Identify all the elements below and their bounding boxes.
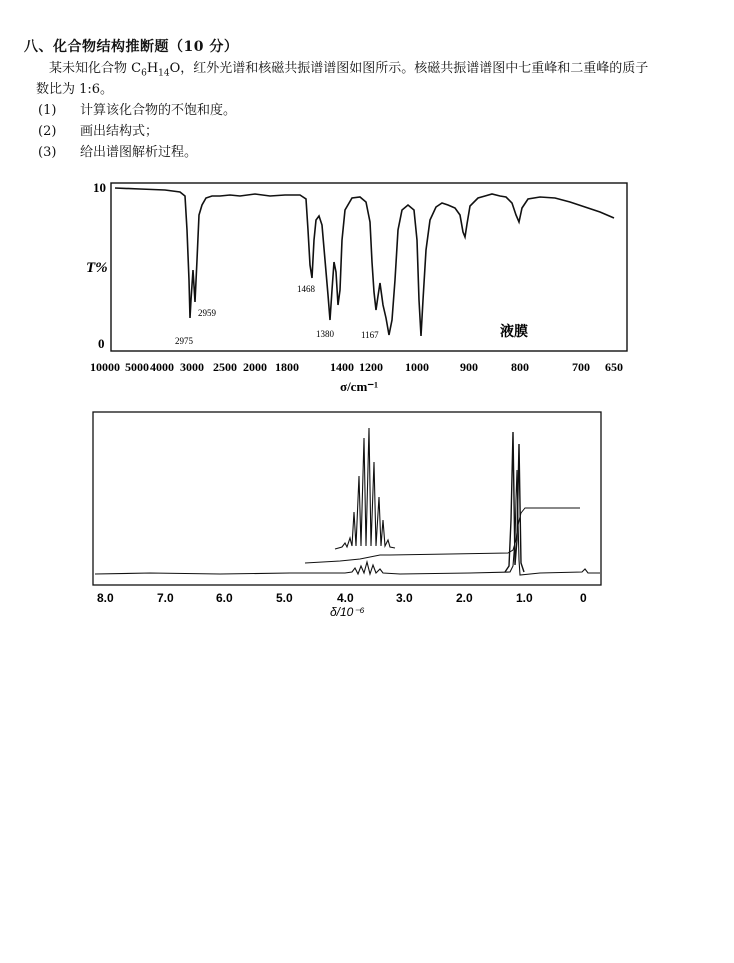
nmr-x-tick: 3.0 [396, 591, 413, 605]
ir-x-tick: 700 [572, 360, 590, 374]
nmr-x-tick: 0 [580, 591, 587, 605]
ir-chart [86, 180, 627, 394]
question-item-1: (1) 计算该化合物的不饱和度。 [38, 103, 237, 118]
ir-x-tick: 1000 [405, 360, 429, 374]
nmr-x-tick: 1.0 [516, 591, 533, 605]
ir-x-tick: 5000 [125, 360, 149, 374]
ir-x-tick: 650 [605, 360, 623, 374]
ir-x-tick: 4000 [150, 360, 174, 374]
ir-x-tick: 3000 [180, 360, 204, 374]
nmr-x-tick: 5.0 [276, 591, 293, 605]
ir-x-tick: 1400 [330, 360, 354, 374]
nmr-x-tick: 7.0 [157, 591, 174, 605]
nmr-plot-frame [93, 412, 601, 585]
question-paragraph: 某未知化合物 $C_6H_{14}O$，红外光谱和核磁共振谱谱图如图所示。核磁共振谱谱图中七重峰和二重峰的质子 [49, 61, 649, 79]
ir-spectrum-line [115, 188, 614, 336]
nmr-baseline [95, 470, 600, 575]
ir-y-tick-0: 0 [98, 336, 105, 351]
ir-x-tick: 900 [460, 360, 478, 374]
ir-peak-label-1167: 1167 [361, 330, 379, 340]
nmr-x-tick: 6.0 [216, 591, 233, 605]
ir-peak-label-2975: 2975 [175, 336, 193, 346]
question-item-3: (3) 给出谱图解析过程。 [38, 145, 198, 160]
ir-peak-label-1380: 1380 [316, 329, 334, 339]
ir-x-label: σ/cm⁻¹ [340, 379, 379, 394]
nmr-x-tick: 2.0 [456, 591, 473, 605]
nmr-integration-curve [305, 508, 580, 563]
ir-y-label: T% [86, 260, 108, 276]
question-heading: 八、化合物结构推断题（10 分） [24, 39, 239, 55]
ir-x-tick: 1800 [275, 360, 299, 374]
nmr-septet-inset [335, 428, 395, 549]
ir-x-tick: 2000 [243, 360, 267, 374]
ir-annotation-liquid-film: 液膜 [500, 324, 528, 340]
nmr-x-tick: 8.0 [97, 591, 114, 605]
ir-peak-label-1468: 1468 [297, 284, 315, 294]
ir-x-tick: 800 [511, 360, 529, 374]
ir-peak-label-2959: 2959 [198, 308, 216, 318]
question-item-2: (2) 画出结构式； [38, 124, 159, 139]
ir-x-tick: 1200 [359, 360, 383, 374]
ir-x-tick: 2500 [213, 360, 237, 374]
nmr-x-label: δ/10⁻⁶ [330, 605, 365, 619]
nmr-x-tick: 4.0 [337, 591, 354, 605]
nmr-chart [93, 412, 601, 619]
ir-y-tick-10: 10 [93, 180, 106, 195]
ir-x-tick: 10000 [90, 360, 120, 374]
question-paragraph-line2: 数比为 1:6。 [36, 82, 114, 97]
nmr-doublet-peak [505, 432, 524, 572]
